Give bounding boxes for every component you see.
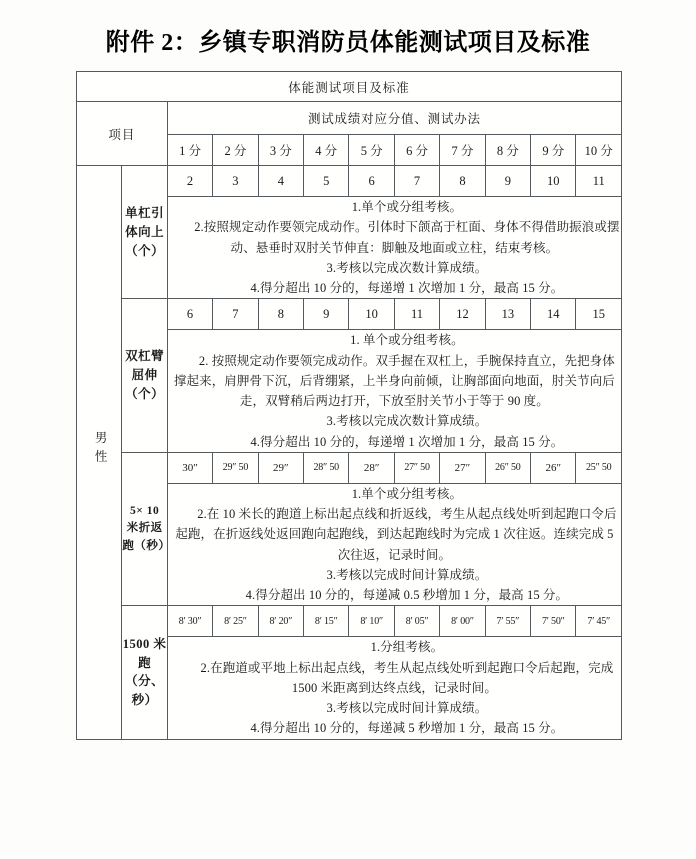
score-header-1: 1 分 <box>167 135 212 166</box>
table-caption: 体能测试项目及标准 <box>77 72 622 102</box>
value-cell: 28″ <box>349 452 394 483</box>
table-row <box>77 299 622 330</box>
value-cell: 7 <box>394 166 439 197</box>
value-cell: 8′ 15″ <box>304 606 349 637</box>
event-name-pullup: 单杠引体向上（个） <box>122 166 167 299</box>
score-header-6: 6 分 <box>394 135 439 166</box>
value-cell: 3 <box>213 166 258 197</box>
fitness-standards-table <box>76 71 622 740</box>
value-cell: 8 <box>440 166 485 197</box>
description-line: 4.得分超出 10 分的，每递减 0.5 秒增加 1 分，最高 15 分。 <box>245 588 569 602</box>
gender-column-male <box>77 166 122 740</box>
value-cell: 8′ 05″ <box>394 606 439 637</box>
score-header-3: 3 分 <box>258 135 303 166</box>
score-header-10: 10 分 <box>576 135 622 166</box>
value-cell: 10 <box>349 299 394 330</box>
gender-label: 男性 <box>93 431 108 469</box>
score-header-8: 8 分 <box>485 135 530 166</box>
value-cell: 7′ 50″ <box>531 606 576 637</box>
score-header-2: 2 分 <box>213 135 258 166</box>
value-cell: 2 <box>167 166 212 197</box>
method-column-header: 测试成绩对应分值、测试办法 <box>167 102 621 135</box>
description-line: 2.在 10 米长的跑道上标出起点线和折返线，考生从起点线处听到起跑口令后起跑，在折返线处返回跑向起跑线，到达起跑线时为完成 1 次往返。连续完成 5 次往返，记录时间。 <box>175 507 617 562</box>
value-cell: 9 <box>304 299 349 330</box>
event-description-dip <box>167 330 621 453</box>
event-name-1500m: 1500 米跑（分、秒） <box>122 606 167 739</box>
score-header-4: 4 分 <box>304 135 349 166</box>
value-cell: 8′ 30″ <box>167 606 212 637</box>
value-cell: 8′ 25″ <box>213 606 258 637</box>
value-cell: 8′ 10″ <box>349 606 394 637</box>
score-header-5: 5 分 <box>349 135 394 166</box>
value-cell: 25″ 50 <box>576 452 622 483</box>
value-cell: 11 <box>576 166 622 197</box>
value-cell: 8′ 00″ <box>440 606 485 637</box>
description-line: 4.得分超出 10 分的，每递增 1 次增加 1 分，最高 15 分。 <box>250 281 564 295</box>
value-cell: 4 <box>258 166 303 197</box>
description-line: 4.得分超出 10 分的，每递增 1 次增加 1 分，最高 15 分。 <box>250 434 564 449</box>
description-line: 2.在跑道或平地上标出起点线，考生从起点线处听到起跑口令后起跑，完成 1500 米距离到达终点线，记录时间。 <box>200 660 614 695</box>
description-line: 4.得分超出 10 分的，每递减 5 秒增加 1 分，最高 15 分。 <box>250 721 564 736</box>
value-cell: 28″ 50 <box>304 452 349 483</box>
value-cell: 26″ 50 <box>485 452 530 483</box>
page-title: 附件 2：乡镇专职消防员体能测试项目及标准 <box>105 30 591 56</box>
value-cell: 7 <box>213 299 258 330</box>
description-line: 2.按照规定动作要领完成动作。引体时下颌高于杠面、身体不得借助振浪或摆动、悬垂时双肘关节伸直：脚触及地面或立柱，结束考核。 <box>194 220 620 255</box>
score-header-7: 7 分 <box>440 135 485 166</box>
value-cell: 12 <box>440 299 485 330</box>
value-cell: 5 <box>304 166 349 197</box>
value-cell: 7′ 55″ <box>485 606 530 637</box>
value-cell: 8′ 20″ <box>258 606 303 637</box>
value-cell: 29″ <box>258 452 303 483</box>
event-description-shuttle-run <box>167 483 621 606</box>
value-cell: 29″ 50 <box>213 452 258 483</box>
value-cell: 14 <box>531 299 576 330</box>
description-line: 1.单个或分组考核。 <box>351 486 463 501</box>
value-cell: 9 <box>485 166 530 197</box>
description-line: 3.考核以完成时间计算成绩。 <box>326 701 488 715</box>
value-cell: 27″ <box>440 452 485 483</box>
score-header-9: 9 分 <box>531 135 576 166</box>
value-cell: 6 <box>167 299 212 330</box>
description-line: 1.单个或分组考核。 <box>351 200 463 214</box>
table-caption-row <box>77 72 622 102</box>
description-line: 3.考核以完成次数计算成绩。 <box>326 414 488 429</box>
event-description-1500m <box>167 637 621 739</box>
table-row <box>77 452 622 483</box>
table-method-header-row <box>77 102 622 135</box>
table-row <box>77 166 622 197</box>
value-cell: 30″ <box>167 452 212 483</box>
description-line: 1. 单个或分组考核。 <box>350 333 464 348</box>
event-name-shuttle-run: 5× 10 米折返跑（秒） <box>122 452 167 606</box>
description-line: 3.考核以完成次数计算成绩。 <box>326 260 488 275</box>
description-line: 3.考核以完成时间计算成绩。 <box>326 567 488 582</box>
value-cell: 11 <box>394 299 439 330</box>
table-row <box>77 606 622 637</box>
fitness-standards-table-wrapper <box>76 71 622 740</box>
event-description-pullup <box>167 197 621 299</box>
item-column-header: 项目 <box>77 102 168 166</box>
value-cell: 27″ 50 <box>394 452 439 483</box>
value-cell: 6 <box>349 166 394 197</box>
value-cell: 10 <box>531 166 576 197</box>
event-name-dip: 双杠臂屈伸（个） <box>122 299 167 453</box>
value-cell: 13 <box>485 299 530 330</box>
description-line: 1.分组考核。 <box>370 640 444 655</box>
value-cell: 8 <box>258 299 303 330</box>
value-cell: 26″ <box>531 452 576 483</box>
description-line: 2. 按照规定动作要领完成动作。双手握在双杠上，手腕保持直立，先把身体撑起来，肩胛骨下沉，后背绷紧，上半身向前倾，让胸部面向地面，肘关节向后走，双臂稍后两边打开，下放至肘关节小于等于 90 度。 <box>173 353 615 408</box>
value-cell: 15 <box>576 299 622 330</box>
value-cell: 7′ 45″ <box>576 606 622 637</box>
